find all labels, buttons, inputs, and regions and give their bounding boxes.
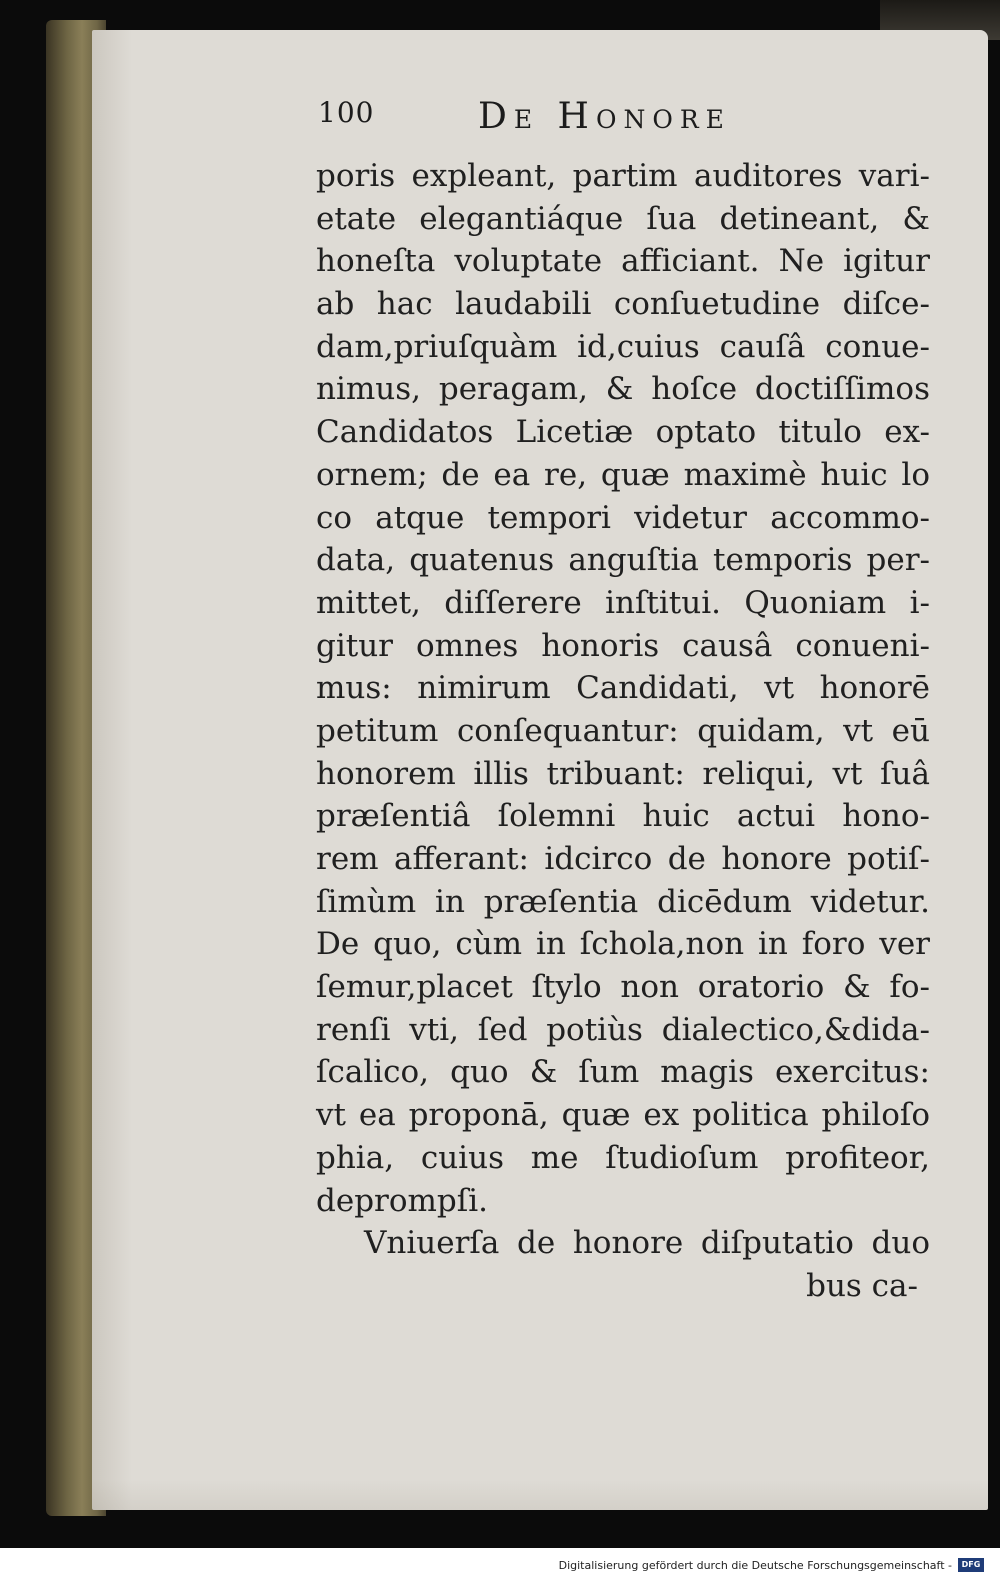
page-number: 100 xyxy=(318,96,375,129)
paragraph-end-line: deprompſi. xyxy=(316,1182,488,1219)
text-line: mus: nimirum Candidati, vt honorē xyxy=(316,670,930,707)
text-line: gitur omnes honoris causâ conueni- xyxy=(316,627,930,664)
text-line: etate elegantiáque ſua detineant, & xyxy=(316,200,930,237)
text-line: ſimùm in præſentia dicēdum videtur. xyxy=(316,883,930,920)
text-line: phia, cuius me ſtudioſum profiteor, xyxy=(316,1139,930,1176)
text-line: honorem illis tribuant: reliqui, vt ſuâ xyxy=(316,755,930,792)
running-head: De Honore xyxy=(478,96,731,137)
text-line: ſemur,placet ſtylo non oratorio & fo- xyxy=(316,969,930,1006)
text-line: vt ea proponā, quæ ex politica philoſo xyxy=(316,1097,930,1134)
paragraph-start-line: Vniuerſa de honore diſputatio duo xyxy=(364,1225,930,1262)
text-line: co atque tempori videtur accommo- xyxy=(316,499,930,536)
text-line: data, quatenus anguſtia temporis per- xyxy=(316,542,930,579)
text-line: petitum conſequantur: quidam, vt eū xyxy=(316,712,930,749)
funding-note: Digitalisierung gefördert durch die Deutsche Forschungsgemeinschaft - xyxy=(558,1559,952,1572)
text-line: poris expleant, partim auditores vari- xyxy=(316,158,930,194)
text-line: præſentiâ ſolemni huic actui hono- xyxy=(316,798,930,835)
body-text xyxy=(316,155,930,1308)
text-line: rem afferant: idcirco de honore potiſ- xyxy=(316,841,930,877)
text-line: ab hac laudabili conſuetudine diſce- xyxy=(316,286,930,323)
dfg-logo-icon: DFG xyxy=(958,1558,984,1572)
text-line: honeſta voluptate afficiant. Ne igitur xyxy=(316,243,930,280)
text-line: De quo, cùm in ſchola,non in foro ver xyxy=(316,926,930,963)
text-line: ornem; de ea re, quæ maximè huic lo xyxy=(316,456,930,493)
text-line: renſi vti, ſed potiùs dialectico,&dida- xyxy=(316,1011,930,1048)
catchword: bus ca- xyxy=(806,1267,918,1304)
text-line: Candidatos Licetiæ optato titulo ex- xyxy=(316,414,930,451)
text-line: nimus, peragam, & hoſce doctiſſimos xyxy=(316,371,930,408)
text-line: dam,priuſquàm id,cuius cauſâ conue- xyxy=(316,328,930,365)
digitization-footer xyxy=(0,1548,1000,1586)
text-line: ſcalico, quo & ſum magis exercitus: xyxy=(316,1054,930,1091)
text-line: mittet, diſſerere inſtitui. Quoniam i- xyxy=(316,584,930,621)
